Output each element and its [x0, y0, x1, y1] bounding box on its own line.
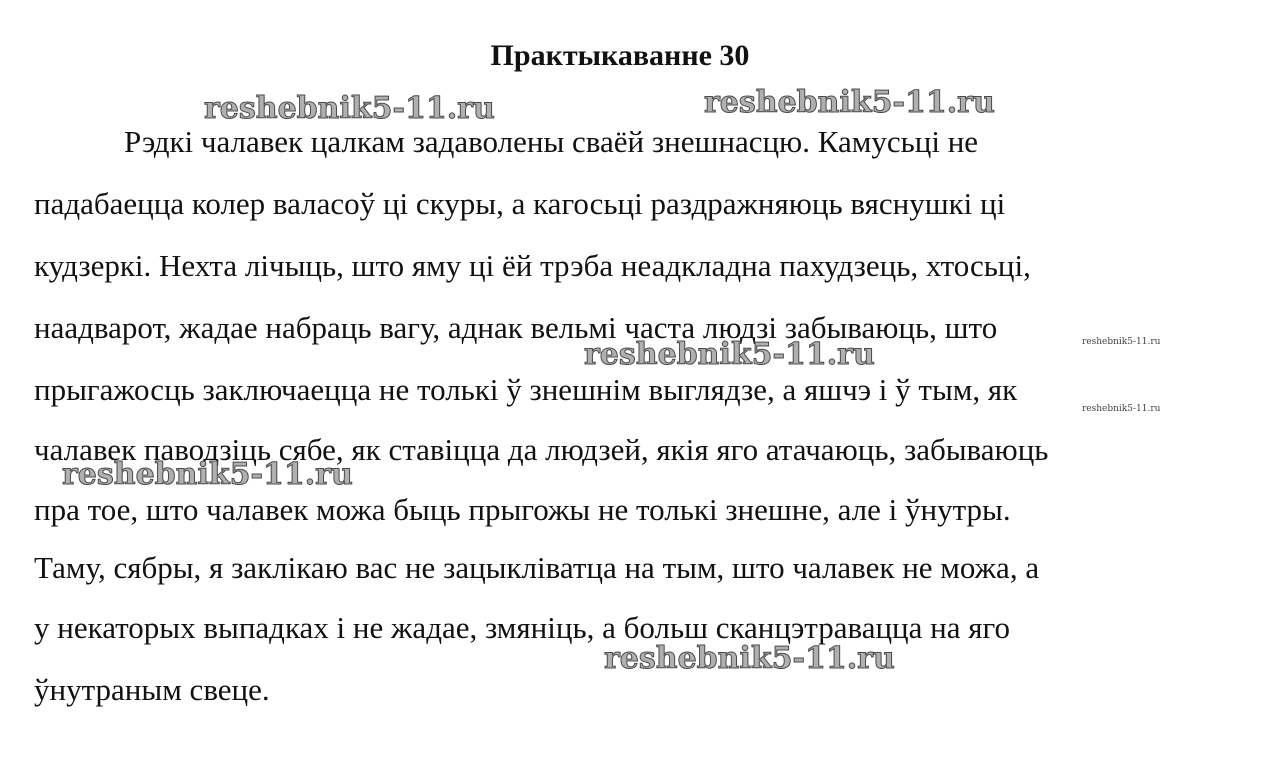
paragraph-line-6: чалавек паводзіць сябе, як ставіцца да людзей, якія яго атачаюць, забываюць [34, 432, 1049, 467]
watermark-small-text: reshebnik5-11.ru [1082, 404, 1161, 414]
watermark-text: reshebnik5-11.ru [204, 91, 495, 126]
paragraph-line-7: пра тое, што чалавек можа быць прыгожы не толькі знешне, але і ўнутры. [34, 492, 1011, 527]
watermark-text: reshebnik5-11.ru [584, 337, 875, 372]
watermark-text: reshebnik5-11.ru [62, 457, 353, 492]
paragraph-line-1: Рэдкі чалавек цалкам задаволены сваёй знешнасцю. Камусьці не [124, 124, 979, 159]
paragraph-line-2: падабаецца колер валасоў ці скуры, а кагосьці раздражняюць вяснушкі ці [34, 186, 1006, 221]
watermark-text: reshebnik5-11.ru [604, 641, 895, 676]
paragraph-line-10: ўнутраным свеце. [34, 672, 270, 707]
page-title: Практыкаванне 30 [490, 39, 750, 72]
watermark-text: reshebnik5-11.ru [704, 85, 995, 120]
paragraph-line-3: кудзеркі. Нехта лічыць, што яму ці ёй трэба неадкладна пахудзець, хтосьці, [34, 248, 1031, 283]
watermark-small-text: reshebnik5-11.ru [1082, 337, 1161, 347]
paragraph-line-4: наадварот, жадае набраць вагу, аднак вельмі часта людзі забываюць, што [34, 310, 998, 345]
paragraph-line-9: у некаторых выпадках і не жадае, змяніць, а больш сканцэтравацца на яго [34, 610, 1010, 645]
paragraph-line-8: Таму, сябры, я заклікаю вас не зацыкліватца на тым, што чалавек не можа, а [34, 550, 1040, 585]
paragraph-line-5: прыгажосць заключаецца не толькі ў знешнім выглядзе, а яшчэ і ў тым, як [34, 372, 1018, 407]
